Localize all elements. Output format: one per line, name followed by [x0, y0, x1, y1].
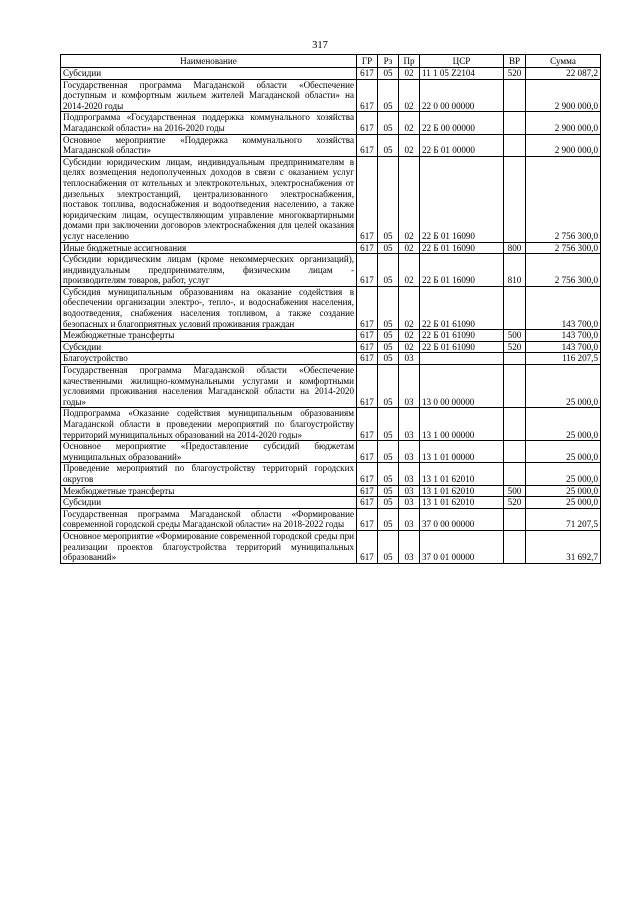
row-csr: 22 Б 01 16090 [420, 242, 504, 254]
header-csr: ЦСР [420, 55, 504, 68]
row-gr: 617 [357, 441, 378, 463]
row-gr: 617 [357, 408, 378, 441]
row-name: Субсидия муниципальным образованиям на оказание содействия в обеспечении организации электро-, тепло-, и водоснабжения населения, водоотведения, снабжения населения топливом, а также создание безопасных и благоприятных условий проживания граждан [61, 286, 357, 329]
table-row [61, 134, 601, 156]
table-row [61, 497, 601, 509]
row-gr: 617 [357, 485, 378, 497]
table-row [61, 156, 601, 242]
row-csr: 22 Б 01 00000 [420, 134, 504, 156]
row-name: Основное мероприятие «Поддержка коммунального хозяйства Магаданской области» [61, 134, 357, 156]
row-rz: 05 [378, 156, 399, 242]
row-csr: 13 1 01 62010 [420, 485, 504, 497]
row-sum: 25 000,0 [526, 485, 601, 497]
row-pr: 02 [399, 156, 420, 242]
row-gr: 617 [357, 508, 378, 530]
row-name: Основное мероприятие «Предоставление субсидий бюджетам муниципальных образований» [61, 441, 357, 463]
row-pr: 03 [399, 530, 420, 563]
row-gr: 617 [357, 156, 378, 242]
row-csr: 11 1 05 Z2104 [420, 68, 504, 80]
table-row [61, 330, 601, 342]
table-row [61, 112, 601, 134]
row-pr: 03 [399, 485, 420, 497]
row-vr [504, 156, 526, 242]
row-rz: 05 [378, 134, 399, 156]
row-gr: 617 [357, 112, 378, 134]
row-sum: 22 087,2 [526, 68, 601, 80]
row-vr [504, 365, 526, 408]
table-row [61, 254, 601, 287]
row-rz: 05 [378, 485, 399, 497]
row-csr: 22 Б 01 16090 [420, 156, 504, 242]
row-vr [504, 112, 526, 134]
row-pr: 02 [399, 242, 420, 254]
row-csr: 37 0 00 00000 [420, 508, 504, 530]
row-sum: 25 000,0 [526, 497, 601, 509]
row-rz: 05 [378, 365, 399, 408]
row-vr: 810 [504, 254, 526, 287]
row-rz: 05 [378, 353, 399, 365]
row-csr: 13 1 01 62010 [420, 497, 504, 509]
row-sum: 143 700,0 [526, 286, 601, 329]
row-vr [504, 79, 526, 112]
row-rz: 05 [378, 508, 399, 530]
row-name: Основное мероприятие «Формирование современной городской среды при реализации проектов благоустройства территорий муниципальных образований» [61, 530, 357, 563]
row-vr [504, 463, 526, 485]
row-name: Субсидии [61, 497, 357, 509]
row-gr: 617 [357, 68, 378, 80]
row-name: Проведение мероприятий по благоустройству территорий городских округов [61, 463, 357, 485]
row-gr: 617 [357, 254, 378, 287]
table-row [61, 365, 601, 408]
row-csr: 22 Б 01 61090 [420, 286, 504, 329]
row-pr: 02 [399, 286, 420, 329]
row-csr: 13 1 01 62010 [420, 463, 504, 485]
row-gr: 617 [357, 341, 378, 353]
table-row [61, 463, 601, 485]
row-rz: 05 [378, 79, 399, 112]
row-csr: 22 Б 00 00000 [420, 112, 504, 134]
row-gr: 617 [357, 353, 378, 365]
row-sum: 25 000,0 [526, 365, 601, 408]
row-vr: 800 [504, 242, 526, 254]
row-pr: 03 [399, 508, 420, 530]
row-rz: 05 [378, 286, 399, 329]
row-csr: 37 0 01 00000 [420, 530, 504, 563]
row-gr: 617 [357, 242, 378, 254]
row-gr: 617 [357, 497, 378, 509]
row-name: Межбюджетные трансферты [61, 485, 357, 497]
header-gr: ГР [357, 55, 378, 68]
row-gr: 617 [357, 463, 378, 485]
row-sum: 143 700,0 [526, 341, 601, 353]
row-sum: 31 692,7 [526, 530, 601, 563]
row-sum: 25 000,0 [526, 463, 601, 485]
row-csr: 13 0 00 00000 [420, 365, 504, 408]
row-vr: 520 [504, 341, 526, 353]
row-pr: 03 [399, 408, 420, 441]
row-name: Субсидии юридическим лицам (кроме некоммерческих организаций), индивидуальным предпринимателям, физическим лицам - производителям товаров, работ, услуг [61, 254, 357, 287]
row-rz: 05 [378, 254, 399, 287]
table-row [61, 341, 601, 353]
row-name: Благоустройство [61, 353, 357, 365]
table-row [61, 79, 601, 112]
row-vr: 500 [504, 485, 526, 497]
row-vr: 500 [504, 330, 526, 342]
row-sum: 2 756 300,0 [526, 242, 601, 254]
row-name: Межбюджетные трансферты [61, 330, 357, 342]
row-pr: 02 [399, 79, 420, 112]
row-csr: 13 1 00 00000 [420, 408, 504, 441]
row-vr: 520 [504, 68, 526, 80]
table-header-row [61, 55, 601, 68]
header-pr: Пр [399, 55, 420, 68]
row-name: Подпрограмма «Государственная поддержка коммунального хозяйства Магаданской области» на 2016-2020 годы [61, 112, 357, 134]
row-vr [504, 408, 526, 441]
row-name: Государственная программа Магаданской области «Обеспечение доступным и комфортным жильем жителей Магаданской области» на 2014-2020 годы [61, 79, 357, 112]
row-csr: 22 Б 01 61090 [420, 330, 504, 342]
row-name: Государственная программа Магаданской области «Формирование современной городской среды Магаданской области» на 2018-2022 годы [61, 508, 357, 530]
row-gr: 617 [357, 365, 378, 408]
row-sum: 143 700,0 [526, 330, 601, 342]
row-pr: 02 [399, 134, 420, 156]
table-row [61, 408, 601, 441]
row-rz: 05 [378, 463, 399, 485]
header-name: Наименование [61, 55, 357, 68]
row-rz: 05 [378, 68, 399, 80]
row-name: Государственная программа Магаданской области «Обеспечение качественными жилищно-коммунальными услугами и комфортными условиями проживания населения Магаданской области на 2014-2020 годы» [61, 365, 357, 408]
row-sum: 25 000,0 [526, 441, 601, 463]
row-pr: 02 [399, 341, 420, 353]
row-name: Иные бюджетные ассигнования [61, 242, 357, 254]
row-sum: 116 207,5 [526, 353, 601, 365]
row-vr [504, 353, 526, 365]
table-row [61, 485, 601, 497]
row-vr: 520 [504, 497, 526, 509]
row-rz: 05 [378, 408, 399, 441]
row-pr: 03 [399, 497, 420, 509]
row-vr [504, 441, 526, 463]
header-vr: ВР [504, 55, 526, 68]
page-number: 317 [312, 40, 328, 51]
row-pr: 02 [399, 330, 420, 342]
row-rz: 05 [378, 242, 399, 254]
row-rz: 05 [378, 441, 399, 463]
row-pr: 03 [399, 365, 420, 408]
row-pr: 02 [399, 68, 420, 80]
row-pr: 03 [399, 441, 420, 463]
row-vr [504, 286, 526, 329]
row-gr: 617 [357, 330, 378, 342]
header-rz: Рз [378, 55, 399, 68]
table-row [61, 353, 601, 365]
row-csr: 22 0 00 00000 [420, 79, 504, 112]
row-vr [504, 508, 526, 530]
row-gr: 617 [357, 134, 378, 156]
row-sum: 2 756 300,0 [526, 254, 601, 287]
table-row [61, 441, 601, 463]
row-sum: 71 207,5 [526, 508, 601, 530]
row-pr: 02 [399, 112, 420, 134]
row-gr: 617 [357, 530, 378, 563]
table-row [61, 242, 601, 254]
row-sum: 2 900 000,0 [526, 112, 601, 134]
row-gr: 617 [357, 79, 378, 112]
row-csr: 13 1 01 00000 [420, 441, 504, 463]
header-sum: Сумма [526, 55, 601, 68]
row-rz: 05 [378, 341, 399, 353]
row-sum: 2 900 000,0 [526, 134, 601, 156]
row-csr: 22 Б 01 61090 [420, 341, 504, 353]
table-row [61, 508, 601, 530]
row-gr: 617 [357, 286, 378, 329]
row-rz: 05 [378, 330, 399, 342]
row-vr [504, 530, 526, 563]
row-rz: 05 [378, 530, 399, 563]
row-csr [420, 353, 504, 365]
row-pr: 03 [399, 353, 420, 365]
row-name: Субсидии [61, 68, 357, 80]
row-csr: 22 Б 01 16090 [420, 254, 504, 287]
budget-table [60, 54, 601, 564]
row-pr: 03 [399, 463, 420, 485]
row-name: Субсидии [61, 341, 357, 353]
row-sum: 2 900 000,0 [526, 79, 601, 112]
row-name: Субсидии юридическим лицам, индивидуальным предпринимателям в целях возмещения недополученных доходов в связи с оказанием услуг теплоснабжения от котельных и электрокотельных, электроснабжения от дизельных электростанций, централизованного электроснабжения, поставок топлива, водоснабжения и водоотведения населению, а также юридическим лицам, осуществляющим управление многоквартирными домами при заключении договоров электроснабжения для целей оказания услуг населению [61, 156, 357, 242]
table-row [61, 286, 601, 329]
row-vr [504, 134, 526, 156]
row-sum: 25 000,0 [526, 408, 601, 441]
row-sum: 2 756 300,0 [526, 156, 601, 242]
row-pr: 02 [399, 254, 420, 287]
row-rz: 05 [378, 497, 399, 509]
table-row [61, 530, 601, 563]
row-rz: 05 [378, 112, 399, 134]
row-name: Подпрограмма «Оказание содействия муниципальным образованиям Магаданской области в проведении мероприятий по благоустройству территорий муниципальных образований на 2014-2020 годы» [61, 408, 357, 441]
table-row [61, 68, 601, 80]
